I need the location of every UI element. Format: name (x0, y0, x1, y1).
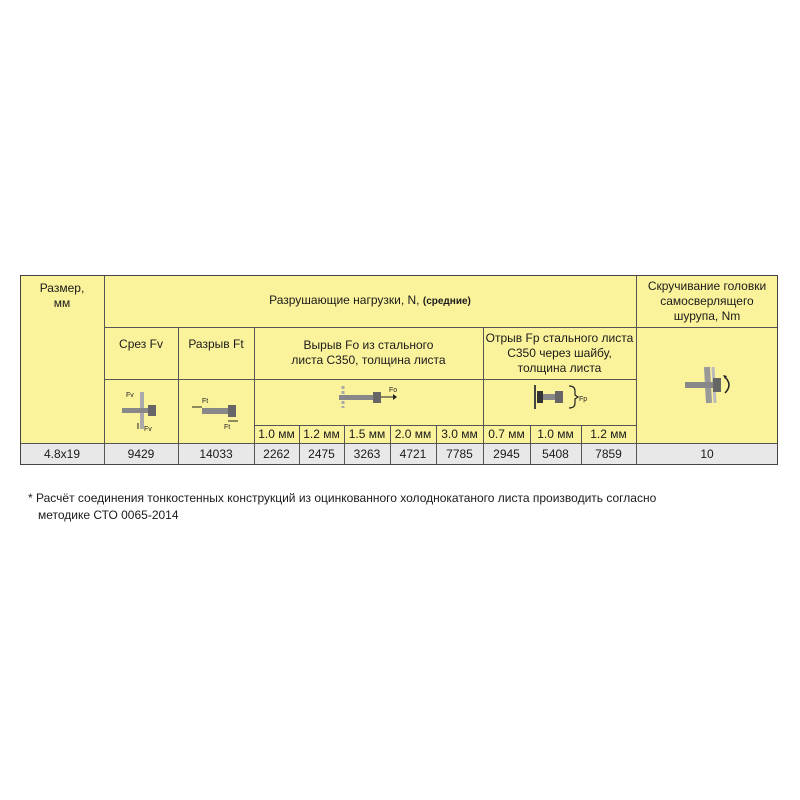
tension-icon-ft-bottom: Ft (224, 424, 231, 431)
row-pullthrough-1: 2945 (483, 443, 530, 465)
pullthrough-header-text: Отрыв Fp стального листа С350 через шайбу, толщина листа (485, 330, 634, 375)
row-pullthrough-3: 7859 (581, 443, 636, 465)
row-pullout-4: 4721 (390, 443, 436, 465)
footnote-line-2: методике СТО 0065-2014 (38, 508, 179, 522)
table-border (20, 275, 778, 465)
loads-header-label: Разрушающие нагрузки, N, (269, 293, 420, 307)
torque-header-text: Скручивание головки самосверлящего шурупа, Nm (647, 278, 767, 323)
tension-header-text: Разрыв Ft (188, 337, 244, 351)
row-tension: 14033 (178, 443, 254, 465)
thickness-pullthrough-1: 0.7 мм (483, 425, 530, 443)
row-pullout-5: 7785 (436, 443, 483, 465)
thickness-pullout-3: 1.5 мм (344, 425, 390, 443)
thickness-pullthrough-2: 1.0 мм (530, 425, 581, 443)
thickness-pullout-5: 3.0 мм (436, 425, 483, 443)
row-pullout-1: 2262 (254, 443, 299, 465)
footnote (28, 490, 768, 524)
thickness-pullout-1: 1.0 мм (254, 425, 299, 443)
shear-icon-fv-bottom: Fv (144, 426, 152, 433)
row-pullthrough-2: 5408 (530, 443, 581, 465)
pullout-icon-fo: Fo (388, 387, 397, 394)
row-pullout-2: 2475 (299, 443, 344, 465)
thickness-pullout-4: 2.0 мм (390, 425, 436, 443)
pullthrough-icon-fp: Fp (578, 396, 587, 403)
row-size: 4.8x19 (20, 443, 104, 465)
loads-header-suffix: (средние) (422, 296, 471, 307)
pullout-header-text: Вырыв Fo из стального листа С350, толщина листа (291, 338, 446, 367)
fastener-load-table (20, 275, 778, 465)
shear-icon-fv-top: Fv (126, 392, 134, 399)
thickness-pullout-2: 1.2 мм (299, 425, 344, 443)
shear-header-text: Срез Fv (119, 337, 163, 351)
row-pullout-3: 3263 (344, 443, 390, 465)
thickness-pullthrough-3: 1.2 мм (581, 425, 636, 443)
size-header-text: Размер, мм (39, 281, 85, 310)
row-torque: 10 (636, 443, 778, 465)
row-shear: 9429 (104, 443, 178, 465)
footnote-line-1: * Расчёт соединения тонкостенных конструкций из оцинкованного холоднокатаного листа производить согласно (28, 491, 657, 505)
tension-icon-ft-top: Ft (202, 398, 209, 405)
